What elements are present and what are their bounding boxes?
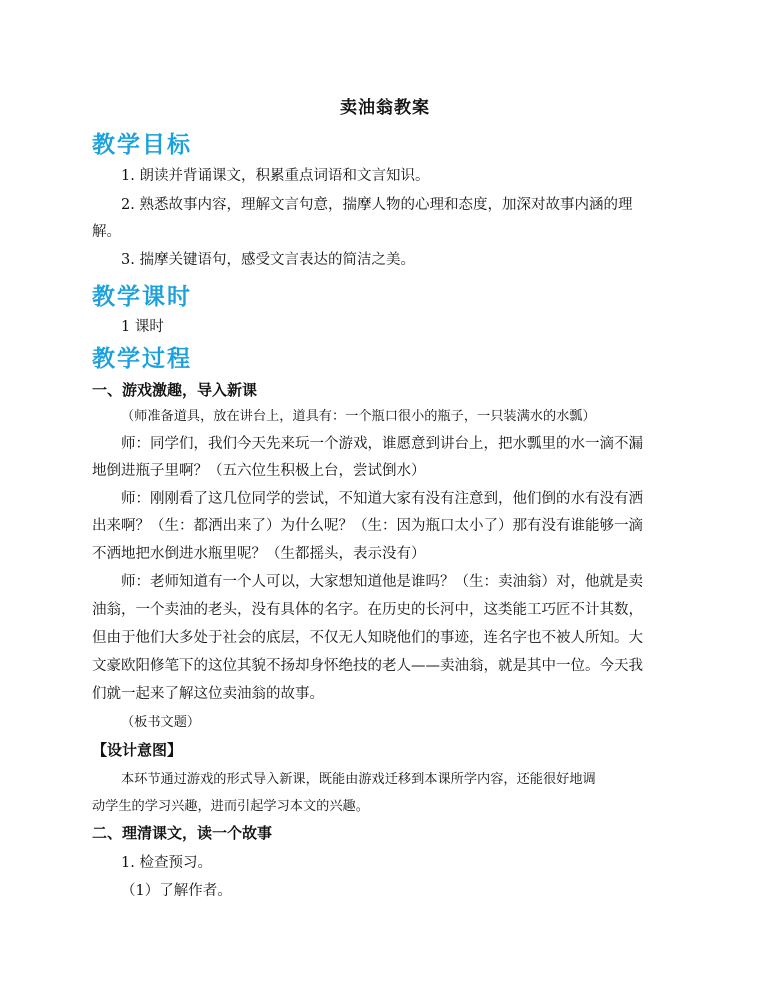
process-line: 文豪欧阳修笔下的这位其貌不扬却身怀绝技的老人——卖油翁，就是其中一位。今天我: [92, 658, 643, 674]
process-line: 不洒地把水倒进水瓶里呢？（生都摇头，表示没有）: [92, 546, 426, 562]
part1-title: 一、游戏激趣，导入新课: [92, 381, 258, 399]
heading-teaching-process: 教学过程: [92, 346, 192, 372]
process-line: 师：刚刚看了这几位同学的尝试，不知道大家有没有注意到，他们倒的水有没有洒: [121, 491, 643, 507]
heading-teaching-hours: 教学课时: [92, 284, 192, 310]
heading-teaching-goals: 教学目标: [92, 132, 192, 158]
board-note: （板书文题）: [121, 715, 201, 730]
process-line: 地倒进瓶子里啊？（五六位生积极上台，尝试倒水）: [92, 463, 426, 479]
process-line: 师：老师知道有一个人可以，大家想知道他是谁吗？（生：卖油翁）对，他就是卖: [121, 574, 643, 590]
hours-text: 1 课时: [121, 319, 164, 335]
process-line: 但由于他们大多处于社会的底层，不仅无人知晓他们的事迹，连名字也不被人所知。大: [92, 630, 643, 646]
goal-item-1: 1. 朗读并背诵课文，积累重点词语和文言知识。: [121, 168, 430, 184]
process-line: （师准备道具，放在讲台上，道具有：一个瓶口很小的瓶子，一只装满水的水瓢）: [121, 409, 596, 424]
design-intent-line: 本环节通过游戏的形式导入新课，既能由游戏迁移到本课所学内容，还能很好地调: [121, 772, 596, 787]
design-intent-title: 【设计意图】: [92, 741, 183, 759]
design-intent-line: 动学生的学习兴趣，进而引起学习本文的兴趣。: [92, 799, 369, 814]
part2-line: 1. 检查预习。: [121, 855, 212, 871]
goal-item-2-cont: 解。: [92, 224, 121, 240]
part2-line: （1）了解作者。: [121, 883, 232, 899]
part2-title: 二、理清课文，读一个故事: [92, 824, 273, 842]
process-line: 油翁，一个卖油的老头，没有具体的名字。在历史的长河中，这类能工巧匠不计其数，: [92, 602, 643, 618]
process-line: 出来啊？（生：都洒出来了）为什么呢？（生：因为瓶口太小了）那有没有谁能够一滴: [92, 518, 643, 534]
process-line: 们就一起来了解这位卖油翁的故事。: [92, 686, 324, 702]
process-line: 师：同学们，我们今天先来玩一个游戏，谁愿意到讲台上，把水瓢里的水一滴不漏: [121, 436, 643, 452]
document-title: 卖油翁教案: [340, 98, 430, 118]
goal-item-3: 3. 揣摩关键语句，感受文言表达的简洁之美。: [121, 252, 415, 268]
goal-item-2: 2. 熟悉故事内容，理解文言句意，揣摩人物的心理和态度，加深对故事内涵的理: [121, 197, 633, 213]
